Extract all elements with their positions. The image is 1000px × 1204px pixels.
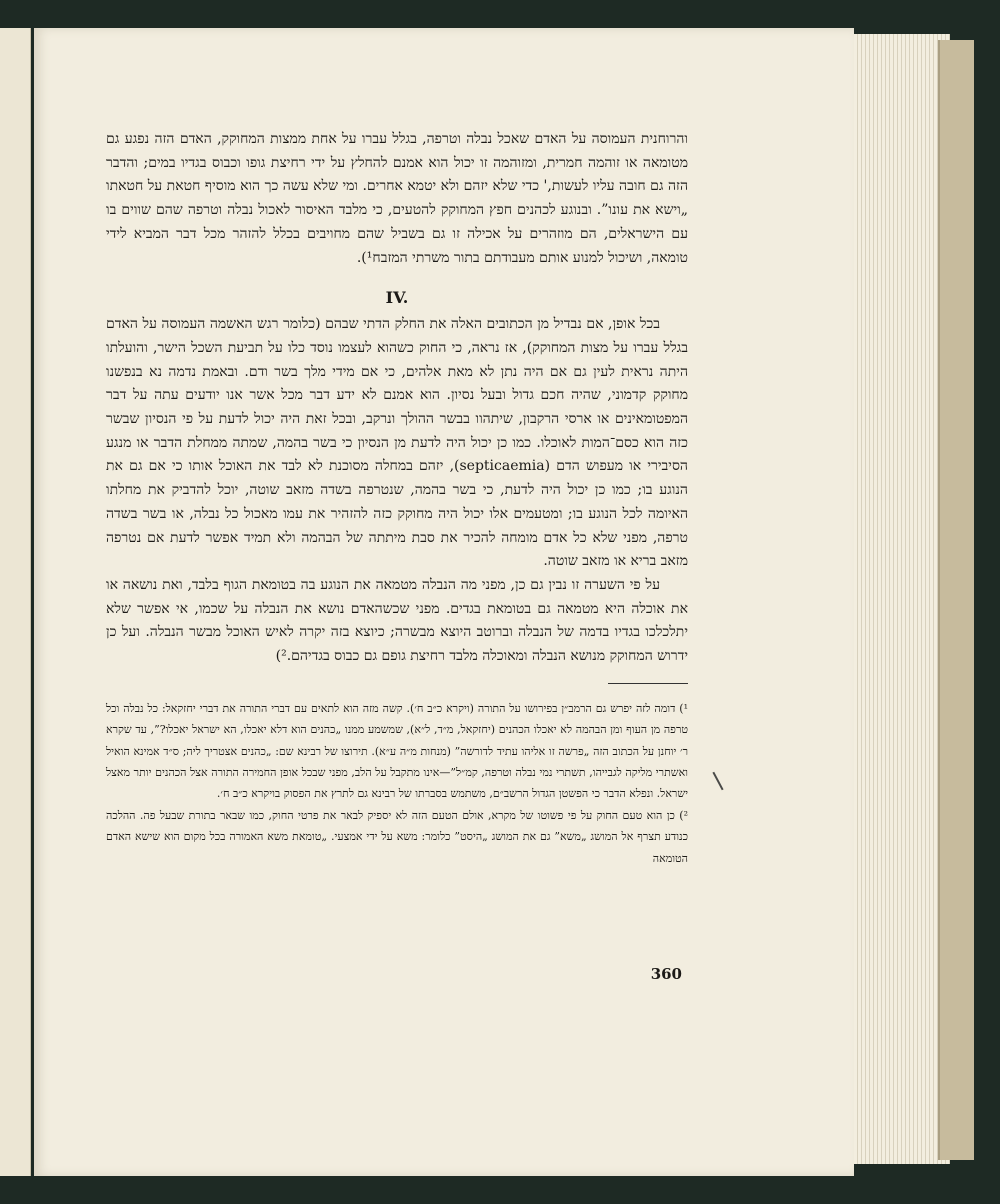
book-cover — [938, 40, 974, 1160]
paragraph-3: על פי השערה זו נבין גם כן, מפני מה הנבלה מטמאה את הנוגע בה בטומאת הגוף בלבד, ואת נושאה או את אוכלה היא מטמאה גם בטומאת בגדים. מפני שכשהאדם נושא את הנבלה על שכמו, אי אפשר שלא יתלכלכו בגדיו בדמה של הנבלה וברוטב היוצא מבשרה; כיוצא בזה יקרה לאיש האוכל מבשר הנבלה. ועל כן ידרוש המחוקק מנושא הנבלה ומאוכלה מלבד רחיצת גופם גם כבוס בגדיהם.²) — [106, 576, 688, 665]
footnote-1: ¹) דומה לזה יפרש גם הרמב״ן בפירושו על התורה (ויקרא כ״ב ח׳). קשה מזה הוא לתאים עם דברי התורה את דברי יחזקאל: כל נבלה וכל טרפה מן העוף ומן הבהמה לא יאכלו הכהנים (יחזקאל, מ״ד, ל״א), שמשמע ממנו „כהנים הוא דלא יאכלו, הא ישראל יאכלו?”, עד שקרא ר׳ יוחנן על הכתוב הזה „פרשה זו אליהו עתיד לדורשה” (מנחות מ״ה ע״א). תירוצו של רבינא שם: „כהנים אצטריך ליה; ס״ד אמינא הואיל ואשתרי מליקה לגבייהו, תשתרי נמי נבלה וטרפה, קמ״ל”—אינו מתקבל על הלב, מפני שבכל אופן החמירה התורה אצל הכהנים יותר מאצל ישראל. ונפלא הדבר כי הפשטן הגדול הרשב״ם, משתמש בסברתו של רבינא גם לתרץ את הפסוק בויקרא כ״ב ח׳. — [106, 701, 688, 801]
pencil-mark — [712, 772, 723, 791]
page-content — [106, 128, 688, 869]
page-number: 360 — [650, 965, 682, 983]
footnote-rule — [608, 683, 688, 684]
paragraph-1: והרוחנית העמוסה על האדם שאכל נבלה וטרפה, בגלל עברו על אחת ממצות המחוקק, האדם הזה נפגע גם מטומאה או זוהמה חמרית, ומזוהמה זו יכול הוא אמנם להחלץ על ידי רחיצת גופו וכבוס בגדיו במים; והדבר הזה גם חובה עליו לעשות,' כדי שלא יזהם ולא יטמא אחרים. ומי שלא עשה כך הוא מוסיף חטאת על חטאתו „וישא את עונו”. ובנוגע לכהנים חפץ המחוקק להטעים, כי מלבד האיסור לאכול נבלה וטרפה שהם שווים בו עם הישראלים, הם מוזהרים על אכילה זו גם בשביל שהם מחויבים בכלל להזהר מכל דבר המביא לידי טומאה, ושיכול למנוע אותם מעבודתם בתור משרתי המזבח¹). — [106, 131, 688, 266]
page-edges — [850, 34, 950, 1164]
paragraph-2: בכל אופן, אם נבדיל מן הכתובים האלה את החלק הדתי שבהם (כלומר רגש האשמה העמוסה על האדם בגלל עברו על מצות המחוקק), אז נראה, כי החוק כשהוא לעצמו נוסד כלו על תביעת השכל הישר, והועלתו היתה נראית לעין גם אם היה נתן לא מאת אלהים, כי אם מידי מלך בשר ודם. ובאמת נדמה נא בנפשנו מחוקק קדמוני, שהיה חכם גדול ובעל נסיון. הוא אמנם לא ידע דבר מכל אשר אנו יודעים עתה על דבר המפטומאינים או ארסי הרקבון, שיתהוו בבשר ההולך ונרקב, ובכל זאת היה יכול לדעת על פי הנסיון שבשר כזה הוא כסם־המות לאוכלו. כמו כן יכול היה לדעת מן הנסיון כי בשר בהמה, שמתה ממחלת הדבר או מנגע הסיבירי או מעפוש הדם (septicaemia), יזהם במחלה מסוכנת לא לבד את האוכל אותו כי אם גם את הנוגע בו; כמו כן יכול היה לדעת, כי בשר בהמה, שנטרפה בשדה מזאב שוטה, יוכל להדביק את מחלתו האיומה לכל הנוגע בו; ומטעמים אלו יכול היה מחוקק כזה להזהיר את עמו מאכול כל נבלה, או בשר בשדה טרפה, מפני שלא כל אדם מומחה להכיר את סבת מיתתה של הבהמה ולא תמיד אפשר לדעת אם נטרפה מזאב בריא או מזאב שוטה. — [106, 316, 688, 570]
book-page — [34, 28, 854, 1176]
left-page-edge — [0, 28, 31, 1176]
section-heading: IV. — [385, 288, 409, 308]
footnote-2: ²) כן הוא טעם החוק על פי פשוטו של מקרא, אולם הטעם הזה לא יספיק לבאר את פרטי החוק, כמו שבאר בתורת שבעל פה. ההלכה כנודע תצרף אל המושג „משא” גם את המושג „היסט” כלומר: משא על ידי אמצעי. „טומאת משא האמורה בכל מקום הוא שישא האדם הטומאה — [106, 808, 688, 865]
